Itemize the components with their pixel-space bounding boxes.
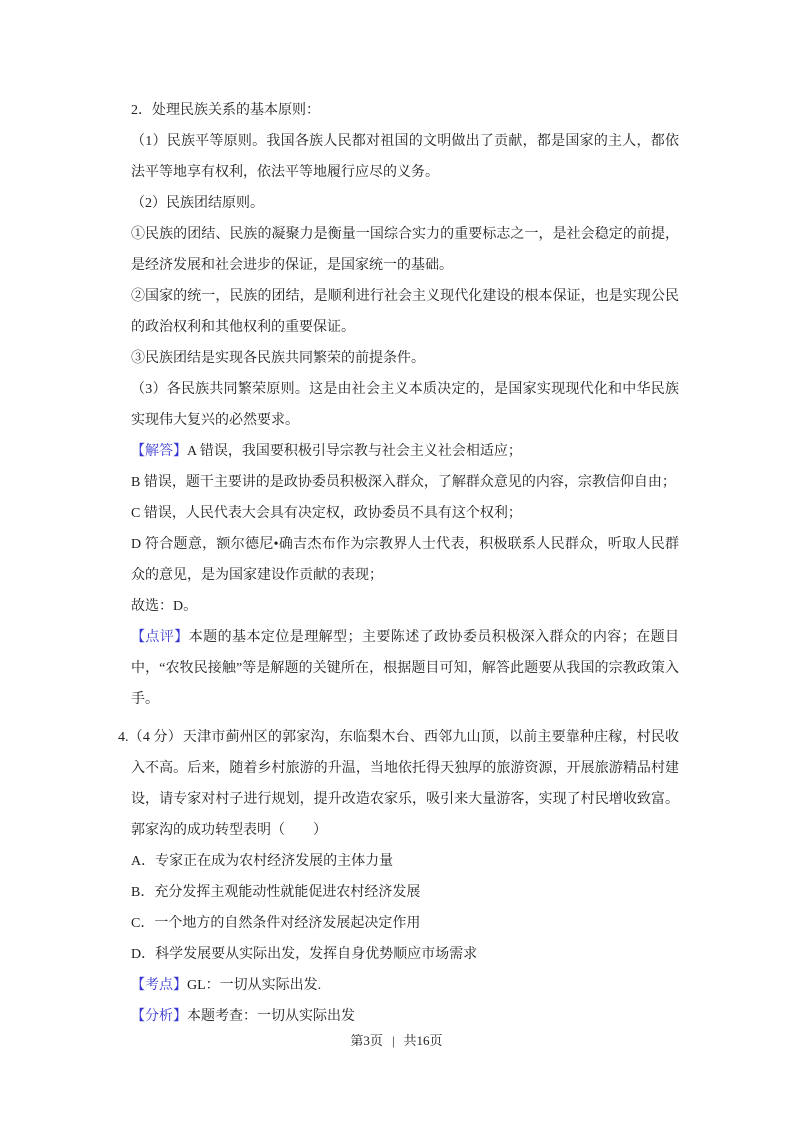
- section2-paragraph-6: （3）各民族共同繁荣原则。这是由社会主义本质决定的，是国家实现现代化和中华民族实现伟大复兴的必然要求。: [131, 382, 679, 428]
- page-content: [118, 95, 680, 1032]
- kaodian-paragraph: [131, 970, 679, 1001]
- option-c-text: 一个地方的自然条件对经济发展起决定作用: [154, 916, 421, 931]
- question-4-score: （4 分）: [128, 730, 182, 745]
- option-a-text: 专家正在成为农村经济发展的主体力量: [155, 854, 394, 869]
- question-4-option-b: [131, 877, 679, 908]
- answer-label: 【解答】: [131, 444, 187, 459]
- section2-heading: 2．处理民族关系的基本原则：: [131, 103, 320, 118]
- comment-paragraph: [131, 622, 679, 715]
- option-b-text: 充分发挥主观能动性就能促进农村经济发展: [154, 885, 421, 900]
- section2-paragraph-1: （1）民族平等原则。我国各族人民都对祖国的文明做出了贡献，都是国家的主人，都依法平等地享有权利，依法平等地履行应尽的义务。: [131, 134, 679, 180]
- answer-paragraph-d: D 符合题意，额尔德尼•确吉杰布作为宗教界人士代表，积极联系人民群众，听取人民群众的意见，是为国家建设作贡献的表现；: [131, 537, 679, 583]
- question-4-text: 天津市蓟州区的郭家沟，东临梨木台、西邻九山顶，以前主要靠种庄稼，村民收入不高。后来，随着乡村旅游的升温，当地依托得天独厚的旅游资源，开展旅游精品村建设，请专家对村子进行规划，提升改造农家乐，吸引来大量游客，实现了村民增收致富。郭家沟的成功转型表明（ ）: [131, 730, 680, 838]
- option-b-key: B．: [131, 885, 155, 900]
- comment-label: 【点评】: [131, 630, 189, 645]
- fenxi-label: 【分析】: [131, 1009, 187, 1024]
- footer-total-pages: 共16页: [403, 1033, 443, 1048]
- answer-conclusion: 故选：D。: [131, 599, 198, 614]
- kaodian-label: 【考点】: [131, 978, 187, 993]
- question-4-number: 4.: [118, 730, 129, 745]
- page-footer: [0, 1031, 793, 1051]
- section2-paragraph-5: ③民族团结是实现各民族共同繁荣的前提条件。: [131, 351, 425, 366]
- answer-paragraph-b: B 错误，题干主要讲的是政协委员积极深入群众，了解群众意见的内容，宗教信仰自由；: [131, 475, 676, 490]
- section2-paragraph-2: （2）民族团结原则。: [131, 196, 264, 211]
- comment-text: 本题的基本定位是理解型；主要陈述了政协委员积极深入群众的内容；在题目中，“农牧民接触”等是解题的关键所在，根据题目可知，解答此题要从我国的宗教政策入手。: [131, 630, 680, 707]
- fenxi-paragraph: [131, 1001, 679, 1032]
- option-a-key: A．: [131, 854, 156, 869]
- answer-line-a: A 错误，我国要积极引导宗教与社会主义社会相适应；: [187, 444, 522, 459]
- footer-page-indicator: 第3页: [350, 1033, 383, 1048]
- question-4-option-a: [131, 846, 679, 877]
- answer-paragraph-a: [131, 436, 679, 467]
- question-4-option-d: [131, 939, 679, 970]
- fenxi-text: 本题考查：一切从实际出发: [187, 1009, 355, 1024]
- option-c-key: C．: [131, 916, 155, 931]
- answer-paragraph-c: C 错误，人民代表大会具有决定权，政协委员不具有这个权利；: [131, 506, 522, 521]
- section2-paragraph-4: ②国家的统一，民族的团结，是顺利进行社会主义现代化建设的根本保证，也是实现公民的政治权利和其他权利的重要保证。: [131, 289, 679, 335]
- question-4-stem: [118, 722, 680, 846]
- footer-separator: |: [391, 1033, 395, 1048]
- question-4-option-c: [131, 908, 679, 939]
- kaodian-text: GL：一切从实际出发.: [187, 978, 322, 993]
- section2-paragraph-3: ①民族的团结、民族的凝聚力是衡量一国综合实力的重要标志之一，是社会稳定的前提，是经济发展和社会进步的保证，是国家统一的基础。: [131, 227, 679, 273]
- option-d-text: 科学发展要从实际出发，发挥自身优势顺应市场需求: [155, 947, 478, 962]
- option-d-key: D．: [131, 947, 156, 962]
